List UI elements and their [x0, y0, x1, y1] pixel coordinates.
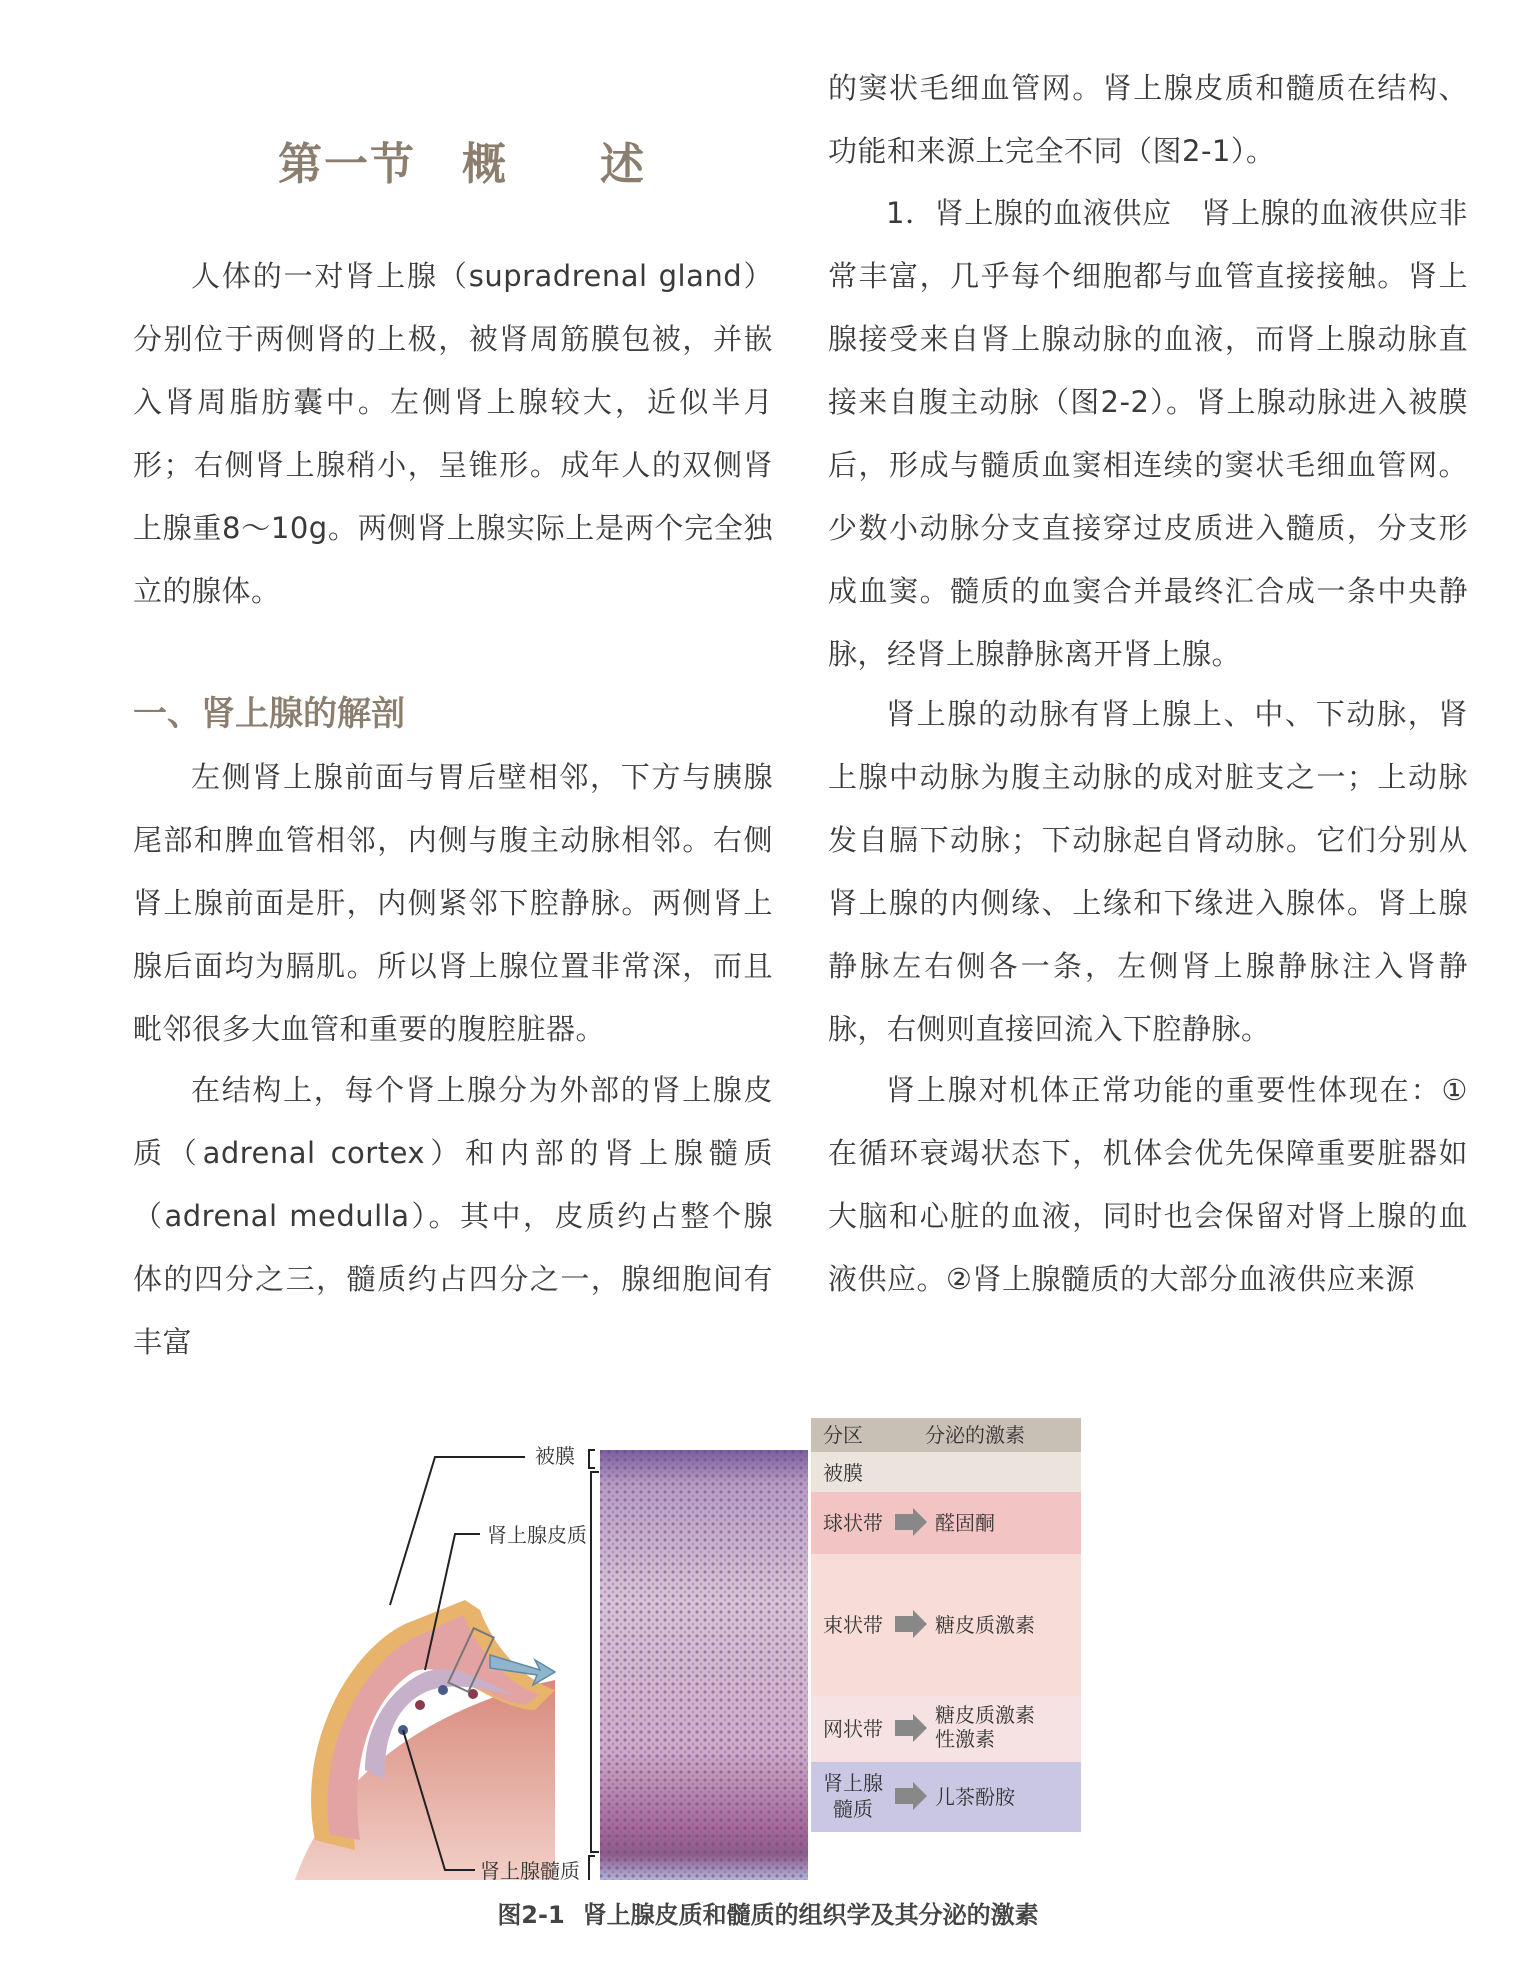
caption-text: 肾上腺皮质和髓质的组织学及其分泌的激素 — [582, 1901, 1039, 1929]
caption-number: 图2-1 — [497, 1901, 565, 1929]
hormone-sex: 性激素 — [935, 1727, 995, 1751]
figure-2-1 — [295, 1410, 1315, 1880]
zone-reticularis: 网状带 — [823, 1717, 883, 1741]
table-header-zone: 分区 — [823, 1423, 863, 1447]
hormone-aldosterone: 醛固酮 — [935, 1511, 995, 1535]
label-capsule: 被膜 — [535, 1444, 575, 1468]
bracket-medulla — [589, 1856, 595, 1880]
hormone-catecholamine: 儿茶酚胺 — [935, 1785, 1015, 1809]
blood-supply-paragraph: 1．肾上腺的血液供应 肾上腺的血液供应非常丰富，几乎每个细胞都与血管直接接触。肾上腺接受来自肾上腺动脉的血液，而肾上腺动脉直接来自腹主动脉（图2-2）。肾上腺动脉进入被膜后，形成与髓质血窦相连续的窦状毛细血管网。少数小动脉分支直接穿过皮质进入髓质，分支形成血窦。髓质的血窦合并最终汇合成一条中央静脉，经肾上腺静脉离开肾上腺。 — [828, 196, 1468, 671]
anatomy-paragraph-2: 在结构上，每个肾上腺分为外部的肾上腺皮质（adrenal cortex）和内部的肾上腺髓质（adrenal medulla）。其中，皮质约占整个腺体的四分之三，髓质约占四分之一，腺细胞间有丰富 — [133, 1073, 773, 1359]
zone-capsule: 被膜 — [823, 1461, 863, 1485]
anatomy-paragraph-1: 左侧肾上腺前面与胃后壁相邻，下方与胰腺尾部和脾血管相邻，内侧与腹主动脉相邻。右侧肾上腺前面是肝，内侧紧邻下腔静脉。两侧肾上腺后面均为膈肌。所以肾上腺位置非常深，而且毗邻很多大血管和重要的腹腔脏器。 — [133, 760, 773, 1046]
zone-glomerulosa: 球状带 — [823, 1511, 883, 1535]
label-cortex: 肾上腺皮质 — [487, 1523, 587, 1547]
label-medulla: 肾上腺髓质 — [480, 1859, 580, 1880]
importance-paragraph: 肾上腺对机体正常功能的重要性体现在：①在循环衰竭状态下，机体会优先保障重要脏器如大脑和心脏的血液，同时也会保留对肾上腺的血液供应。②肾上腺髓质的大部分血液供应来源 — [828, 1073, 1468, 1296]
adrenal-illustration — [295, 1410, 1315, 1880]
hormone-table — [811, 1418, 1081, 1832]
zone-medulla-line2: 髓质 — [833, 1797, 873, 1821]
arteries-paragraph: 肾上腺的动脉有肾上腺上、中、下动脉，肾上腺中动脉为腹主动脉的成对脏支之一；上动脉发自膈下动脉；下动脉起自肾动脉。它们分别从肾上腺的内侧缘、上缘和下缘进入腺体。肾上腺静脉左右侧各一条，左侧肾上腺静脉注入肾静脉，右侧则直接回流入下腔静脉。 — [828, 697, 1468, 1046]
zone-medulla-line1: 肾上腺 — [823, 1771, 883, 1795]
bracket-capsule — [589, 1450, 595, 1468]
table-header-hormone: 分泌的激素 — [925, 1423, 1025, 1447]
intro-paragraph: 人体的一对肾上腺（supradrenal gland）分别位于两侧肾的上极，被肾周筋膜包被，并嵌入肾周脂肪囊中。左侧肾上腺较大，近似半月形；右侧肾上腺稍小，呈锥形。成年人的双侧肾上腺重8～10g。两侧肾上腺实际上是两个完全独立的腺体。 — [133, 259, 773, 608]
bracket-cortex — [591, 1472, 599, 1852]
zone-fasciculata: 束状带 — [823, 1613, 883, 1637]
section-title: 第一节 概 述 — [278, 139, 646, 190]
right-paragraph-0: 的窦状毛细血管网。肾上腺皮质和髓质在结构、功能和来源上完全不同（图2-1）。 — [828, 71, 1468, 168]
hormone-glucocorticoid: 糖皮质激素 — [935, 1613, 1035, 1637]
figure-caption — [0, 1895, 1536, 1930]
subheading-anatomy: 一、肾上腺的解剖 — [133, 694, 405, 734]
hormone-glucocorticoid-2: 糖皮质激素 — [935, 1703, 1035, 1727]
